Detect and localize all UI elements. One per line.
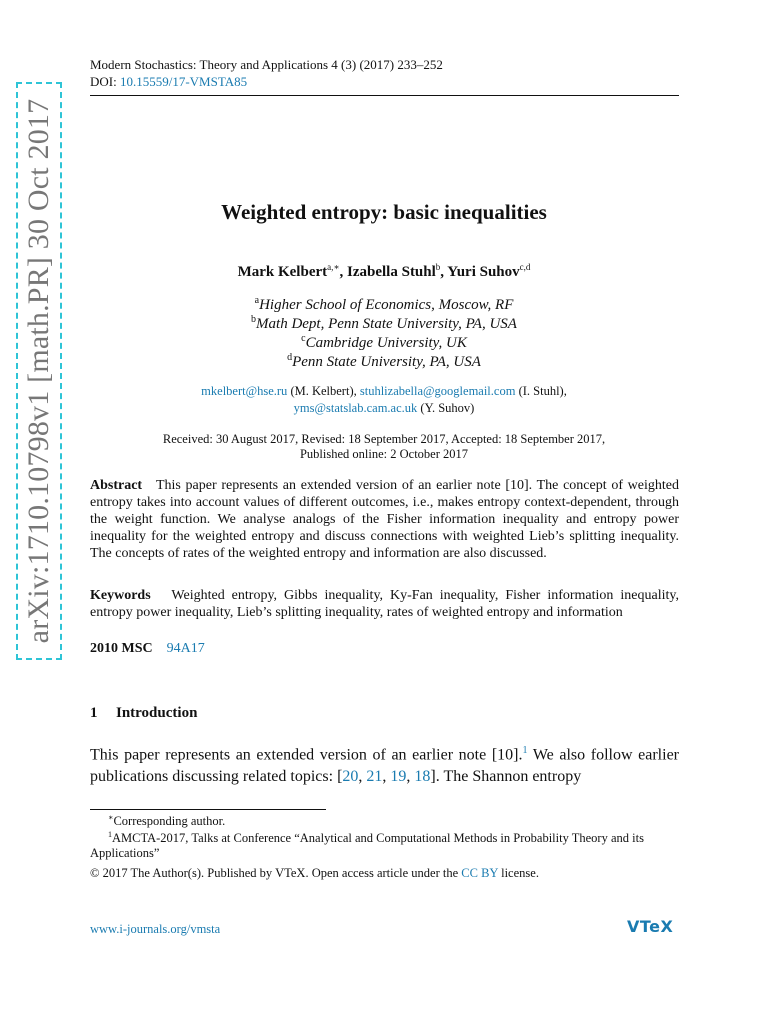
intro-text: ]. The Shannon entropy <box>430 768 582 786</box>
affiliation-text: Math Dept, Penn State University, PA, USA <box>256 316 517 332</box>
citation-link[interactable]: 19 <box>390 768 407 786</box>
affiliation-text: Higher School of Economics, Moscow, RF <box>259 297 514 313</box>
dates-line: Received: 30 August 2017, Revised: 18 September 2017, Accepted: 18 September 2017, <box>162 432 606 446</box>
citation-separator: , <box>382 768 391 786</box>
intro-paragraph <box>90 740 679 788</box>
section-title: Introduction <box>116 705 198 721</box>
copyright-notice <box>90 866 539 881</box>
arxiv-stamp: arXiv:1710.10798v1 [math.PR] 30 Oct 2017 <box>22 98 55 644</box>
affiliation <box>0 333 768 352</box>
publication-dates <box>0 432 768 462</box>
affiliation-text: Penn State University, PA, USA <box>292 354 481 370</box>
header-rule <box>90 95 679 96</box>
citation-link[interactable]: 18 <box>414 768 431 786</box>
citation-link[interactable]: 20 <box>342 768 359 786</box>
section-number: 1 <box>90 705 98 721</box>
section-heading <box>90 705 197 722</box>
footnote-link[interactable]: 1 <box>522 745 528 756</box>
license-link[interactable]: CC BY <box>461 866 498 880</box>
email-link[interactable]: mkelbert@hse.ru <box>201 384 288 398</box>
email-owner: (M. Kelbert), <box>290 384 357 398</box>
footnote <box>90 827 679 861</box>
dates-line: Published online: 2 October 2017 <box>299 447 469 461</box>
citation-separator: , <box>358 768 367 786</box>
email-link[interactable]: stuhlizabella@googlemail.com <box>359 384 516 398</box>
email-link[interactable]: yms@statslab.cam.ac.uk <box>293 401 418 415</box>
author-name: Mark Kelbert <box>237 264 328 280</box>
author-list: Mark Kelbert$^{a,∗}$, Izabella Stuhl$^b$, Yuri Suhov$^{c,d}$ <box>237 262 531 280</box>
author-emails <box>0 383 768 417</box>
doi-link[interactable]: 10.15559/17-VMSTA85 <box>119 74 248 89</box>
affiliation <box>0 352 768 371</box>
vtex-logo: VTeX <box>627 917 674 936</box>
journal-url-link[interactable]: www.i-journals.org/vmsta <box>90 922 221 936</box>
msc-code-link[interactable]: 94A17 <box>166 641 205 656</box>
citation-link[interactable]: 21 <box>366 768 383 786</box>
author-name: Yuri Suhov <box>447 264 520 280</box>
copyright-text: license. <box>497 866 539 880</box>
doi-line <box>90 74 247 90</box>
author-name: Izabella Stuhl <box>347 264 436 280</box>
citation-separator: , <box>406 768 415 786</box>
affiliation-mark: c <box>301 333 306 344</box>
abstract-label: Abstract <box>90 478 143 493</box>
footnote-mark: 1 <box>108 830 112 839</box>
msc-label: 2010 MSC <box>90 641 153 656</box>
keywords-text: Weighted entropy, Gibbs inequality, Ky-Fan inequality, Fisher information inequality, entropy power inequality, Lieb’s splitting inequality, rates of weighted entropy and information <box>90 588 679 620</box>
footnote-text: Corresponding author. <box>113 814 226 829</box>
author-affiliation-mark: a,∗ <box>327 262 340 272</box>
keywords-label: Keywords <box>90 588 151 603</box>
doi-label: DOI: <box>90 74 117 89</box>
email-owner: (Y. Suhov) <box>420 401 475 415</box>
paper-title: Weighted entropy: basic inequalities <box>221 200 547 224</box>
footnote-rule <box>90 809 326 810</box>
affiliation-mark: a <box>254 295 260 306</box>
affiliation <box>0 295 768 314</box>
abstract-text: This paper represents an extended version of an earlier note [10]. The concept of weighted entropy takes into account values of different outcomes, i.e., makes entropy context-dependent, through the weight function. We analyse analogs of the Fisher information inequality and entropy power inequality for the weighted entropy and discuss connections with weighted Lieb’s splitting inequality. The concepts of rates of the weighted entropy and information are also discussed. <box>90 478 679 561</box>
footnote-mark: ∗ <box>108 813 114 822</box>
affiliation-text: Cambridge University, UK <box>305 335 467 351</box>
copyright-text: © 2017 The Author(s). Published by VTeX. Open access article under the <box>90 866 462 880</box>
author-affiliation-mark: b <box>435 262 441 272</box>
msc-classification <box>90 641 205 657</box>
email-owner: (I. Stuhl), <box>518 384 567 398</box>
intro-text: This paper represents an extended version of an earlier note [10]. <box>90 746 523 764</box>
abstract <box>90 477 679 562</box>
keywords <box>90 587 679 621</box>
affiliation <box>0 314 768 333</box>
author-affiliation-mark: c,d <box>519 262 531 272</box>
affiliation-mark: d <box>287 352 293 363</box>
footnote-text: AMCTA-2017, Talks at Conference “Analytical and Computational Methods in Probability Theory and its Applications” <box>90 831 644 861</box>
affiliation-mark: b <box>251 314 257 325</box>
intro-text: We also follow earlier publications discussing related topics: [ <box>90 746 679 786</box>
journal-citation: Modern Stochastics: Theory and Applications 4 (3) (2017) 233–252 <box>90 57 443 72</box>
